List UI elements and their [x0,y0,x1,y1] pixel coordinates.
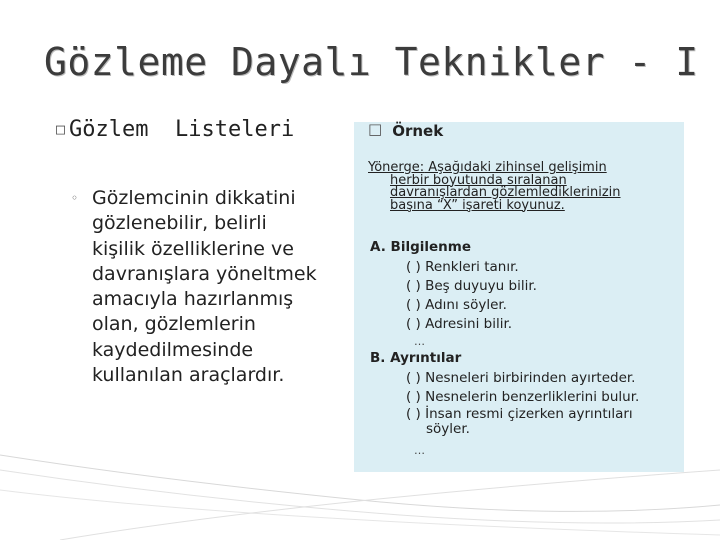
instruction-label: Yönerge: [368,160,425,175]
instruction [368,162,680,212]
slide-title: Gözleme Dayalı Teknikler - I [44,40,699,84]
checklist-item: ( ) Nesneleri birbirinden ayırteder. [406,370,636,386]
checklist-item [406,407,676,437]
example-panel [354,122,684,472]
instruction-line2: herbir boyutunda sıralanan [390,172,567,188]
checklist-item: ( ) Beş duyuyu bilir. [406,278,537,294]
circle-bullet-icon: ◦ [71,191,79,205]
checklist-item: ( ) Nesnelerin benzerliklerini bulur. [406,389,640,405]
section-a-title: A. Bilgilenme [370,239,471,255]
checklist-item-line2: söyler. [426,421,470,437]
section-a-ellipsis: … [414,335,425,348]
square-bullet-icon: □ [368,120,383,138]
left-body [71,186,324,388]
section-b-title: B. Ayrıntılar [370,350,462,366]
checklist-item: ( ) Adını söyler. [406,297,507,313]
section-b-ellipsis: … [414,444,425,457]
instruction-line1: Aşağıdaki zihinsel gelişimin [424,160,607,175]
checklist-item: ( ) Adresini bilir. [406,316,513,332]
instruction-line3: davranışlardan gözlemlediklerinizin [390,185,621,200]
checklist-item-line1: ( ) İnsan resmi çizerken ayrıntıları [406,406,633,422]
example-heading-text: Örnek [392,122,444,140]
instruction-line4: başına “X” işareti koyunuz. [390,197,565,213]
left-heading-text: Gözlem Listeleri [69,117,295,142]
square-bullet-icon: □ [56,120,66,138]
left-body-text: Gözlemcinin dikkatini gözlenebilir, belirli kişilik özelliklerine ve davranışlara yöneltmek amacıyla hazırlanmış olan, gözlemlerin kaydedilmesinde kullanılan araçlardır. [92,187,317,387]
checklist-item: ( ) Renkleri tanır. [406,259,519,275]
example-heading [368,120,443,140]
left-heading [56,117,294,142]
